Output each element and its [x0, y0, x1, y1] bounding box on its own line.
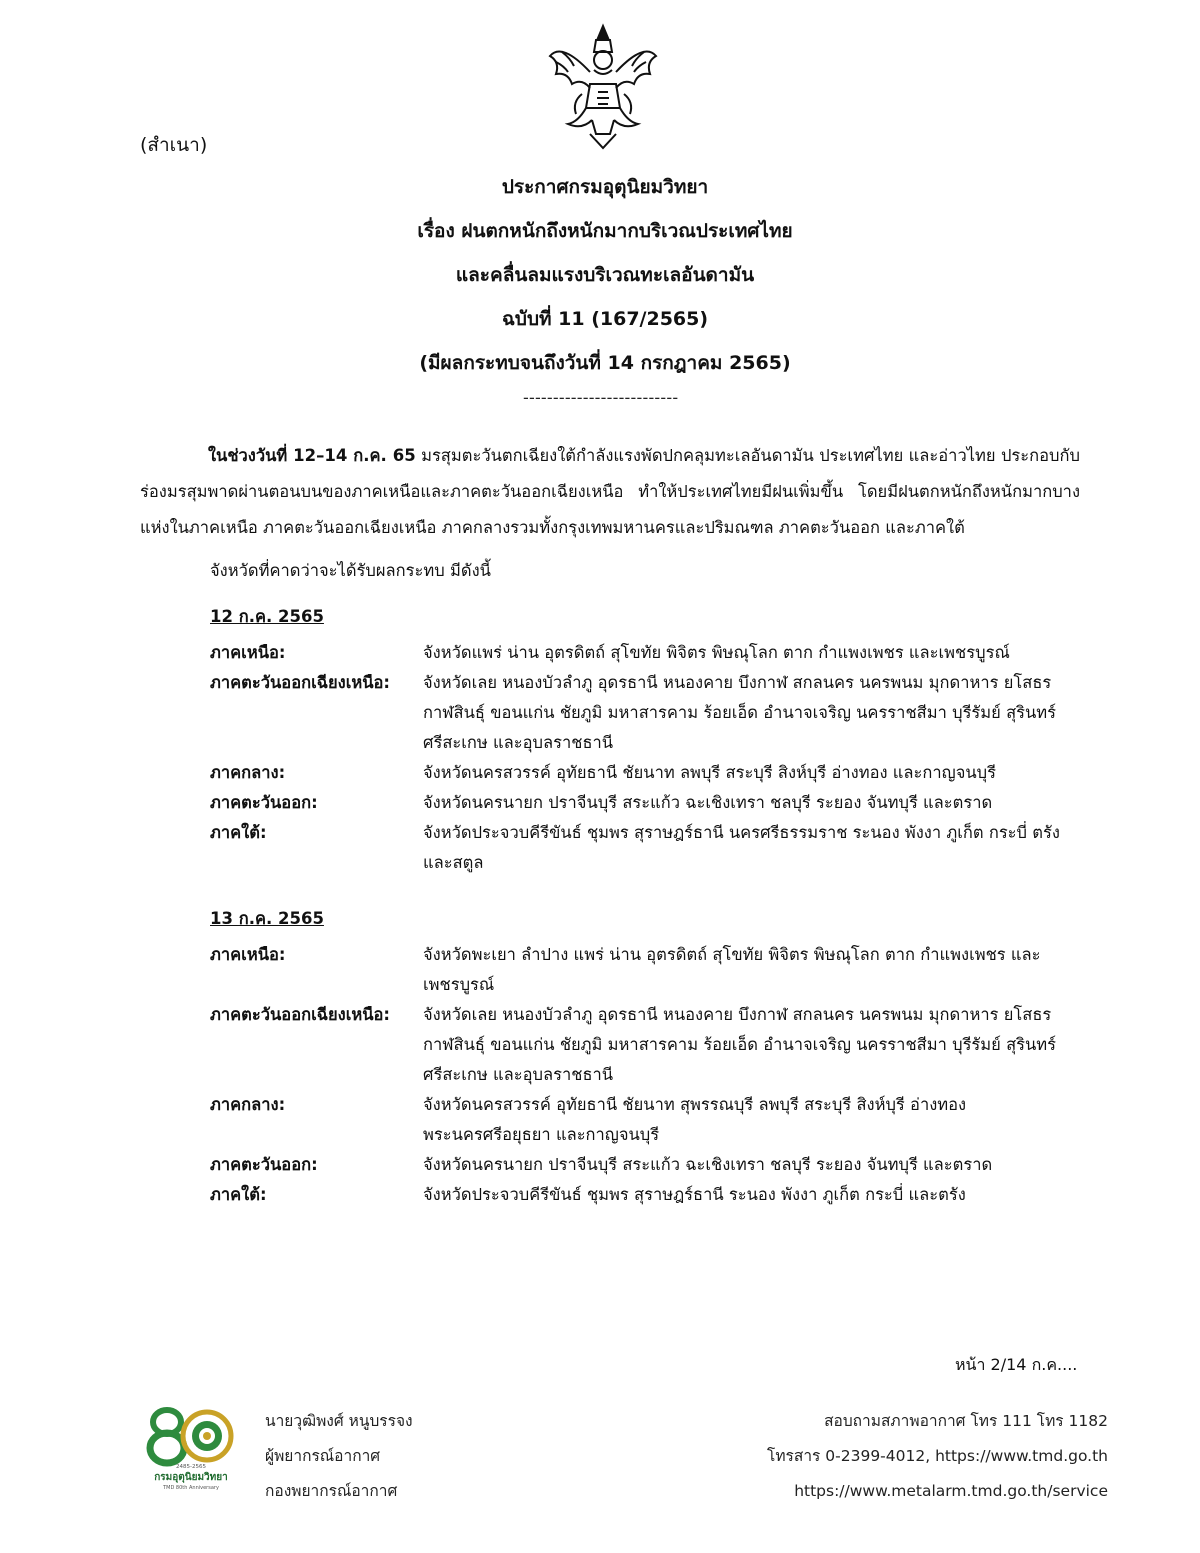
signer-block	[265, 1404, 413, 1509]
signer-division: กองพยากรณ์อากาศ	[265, 1482, 398, 1500]
region-row	[210, 788, 1090, 818]
logo-name: กรมอุตุนิยมวิทยา	[154, 1472, 228, 1483]
provinces-intro: จังหวัดที่คาดว่าจะได้รับผลกระทบ มีดังนี้	[210, 561, 491, 580]
signer-name: นายวุฒิพงศ์ หนูบรรจง	[265, 1412, 413, 1430]
region-row	[210, 1090, 1090, 1150]
section-day-12	[210, 604, 1090, 878]
region-row	[210, 638, 1090, 668]
region-row	[210, 940, 1090, 1000]
logo-years: 2485-2565	[176, 1464, 206, 1470]
announcement-title	[0, 172, 1200, 392]
province-list: จังหวัดเลย หนองบัวลำภู อุดรธานี หนองคาย บึงกาฬ สกลนคร นครพนม มุกดาหาร ยโสธร กาฬสินธุ์ ขอนแก่น ชัยภูมิ มหาสารคาม ร้อยเอ็ด อำนาจเจริญ นครราชสีมา บุรีรัมย์ สุรินทร์ ศรีสะเกษ และอุบลราชธานี	[423, 673, 1057, 752]
region-label: ภาคใต้:	[210, 1185, 267, 1204]
logo-tagline: TMD 80th Anniversary	[163, 1485, 219, 1491]
garuda-emblem	[542, 22, 664, 150]
province-list: จังหวัดนครสวรรค์ อุทัยธานี ชัยนาท ลพบุรี สระบุรี สิงห์บุรี อ่างทอง และกาญจนบุรี	[423, 763, 997, 782]
province-list: จังหวัดเลย หนองบัวลำภู อุดรธานี หนองคาย บึงกาฬ สกลนคร นครพนม มุกดาหาร ยโสธร กาฬสินธุ์ ขอนแก่น ชัยภูมิ มหาสารคาม ร้อยเอ็ด อำนาจเจริญ นครราชสีมา บุรีรัมย์ สุรินทร์ ศรีสะเกษ และอุบลราชธานี	[423, 1005, 1057, 1084]
region-row	[210, 1180, 1090, 1210]
title-divider: --------------------------	[523, 388, 679, 407]
province-list: จังหวัดแพร่ น่าน อุตรดิตถ์ สุโขทัย พิจิตร พิษณุโลก ตาก กำแพงเพชร และเพชรบูรณ์	[423, 643, 1010, 662]
body-paragraph	[140, 438, 1080, 546]
region-row	[210, 668, 1090, 758]
province-list: จังหวัดนครสวรรค์ อุทัยธานี ชัยนาท สุพรรณบุรี ลพบุรี สระบุรี สิงห์บุรี อ่างทอง พระนครศรีอยุธยา และกาญจนบุรี	[423, 1095, 967, 1144]
province-list: จังหวัดนครนายก ปราจีนบุรี สระแก้ว ฉะเชิงเทรา ชลบุรี ระยอง จันทบุรี และตราด	[423, 1155, 993, 1174]
region-row	[210, 818, 1090, 878]
title-line-4: ฉบับที่ 11 (167/2565)	[501, 308, 709, 330]
title-line-5: (มีผลกระทบจนถึงวันที่ 14 กรกฎาคม 2565)	[419, 352, 791, 374]
region-label: ภาคตะวันออก:	[210, 793, 318, 812]
region-label: ภาคกลาง:	[210, 763, 286, 782]
region-row	[210, 1000, 1090, 1090]
region-label: ภาคใต้:	[210, 823, 267, 842]
region-row	[210, 1150, 1090, 1180]
contact-fax-web[interactable]: โทรสาร 0-2399-4012, https://www.tmd.go.th	[767, 1447, 1108, 1465]
region-label: ภาคตะวันออกเฉียงเหนือ:	[210, 1005, 391, 1024]
title-line-3: และคลื่นลมแรงบริเวณทะเลอันดามัน	[455, 264, 755, 286]
region-label: ภาคเหนือ:	[210, 643, 286, 662]
title-line-1: ประกาศกรมอุตุนิยมวิทยา	[501, 176, 709, 198]
section-date: 12 ก.ค. 2565	[210, 607, 324, 626]
province-list: จังหวัดพะเยา ลำปาง แพร่ น่าน อุตรดิตถ์ สุโขทัย พิจิตร พิษณุโลก ตาก กำแพงเพชร และเพชรบูรณ์	[423, 945, 1041, 994]
section-day-13	[210, 906, 1090, 1210]
region-label: ภาคเหนือ:	[210, 945, 286, 964]
contact-service-link[interactable]: https://www.metalarm.tmd.go.th/service	[794, 1482, 1108, 1500]
region-row	[210, 758, 1090, 788]
region-label: ภาคตะวันออก:	[210, 1155, 318, 1174]
province-list: จังหวัดประจวบคีรีขันธ์ ชุมพร สุราษฎร์ธานี ระนอง พังงา ภูเก็ต กระบี่ และตรัง	[423, 1185, 966, 1204]
signer-title: ผู้พยากรณ์อากาศ	[265, 1447, 381, 1465]
region-label: ภาคกลาง:	[210, 1095, 286, 1114]
copy-mark: (สำเนา)	[140, 134, 208, 156]
region-label: ภาคตะวันออกเฉียงเหนือ:	[210, 673, 391, 692]
section-date: 13 ก.ค. 2565	[210, 909, 324, 928]
province-list: จังหวัดนครนายก ปราจีนบุรี สระแก้ว ฉะเชิงเทรา ชลบุรี ระยอง จันทบุรี และตราด	[423, 793, 993, 812]
body-lead: ในช่วงวันที่ 12–14 ก.ค. 65	[208, 446, 416, 465]
province-list: จังหวัดประจวบคีรีขันธ์ ชุมพร สุราษฎร์ธานี นครศรีธรรมราช ระนอง พังงา ภูเก็ต กระบี่ ตรัง และสตูล	[423, 823, 1060, 872]
tmd-80-logo	[143, 1400, 239, 1492]
contact-phone: สอบถามสภาพอากาศ โทร 111 โทร 1182	[824, 1412, 1108, 1430]
body-text: มรสุมตะวันตกเฉียงใต้กำลังแรงพัดปกคลุมทะเลอันดามัน ประเทศไทย และอ่าวไทย ประกอบกับร่องมรสุมพาดผ่านตอนบนของภาคเหนือและภาคตะวันออกเฉียงเหนือ ทำให้ประเทศไทยมีฝนเพิ่มขึ้น โดยมีฝนตกหนักถึงหนักมากบางแห่งในภาคเหนือ ภาคตะวันออกเฉียงเหนือ ภาคกลางรวมทั้งกรุงเทพมหานครและปริมณฑล ภาคตะวันออก และภาคใต้	[140, 446, 1080, 537]
next-page-indicator: หน้า 2/14 ก.ค....	[955, 1355, 1078, 1374]
contact-block	[767, 1404, 1108, 1509]
title-line-2: เรื่อง ฝนตกหนักถึงหนักมากบริเวณประเทศไทย	[417, 220, 793, 242]
